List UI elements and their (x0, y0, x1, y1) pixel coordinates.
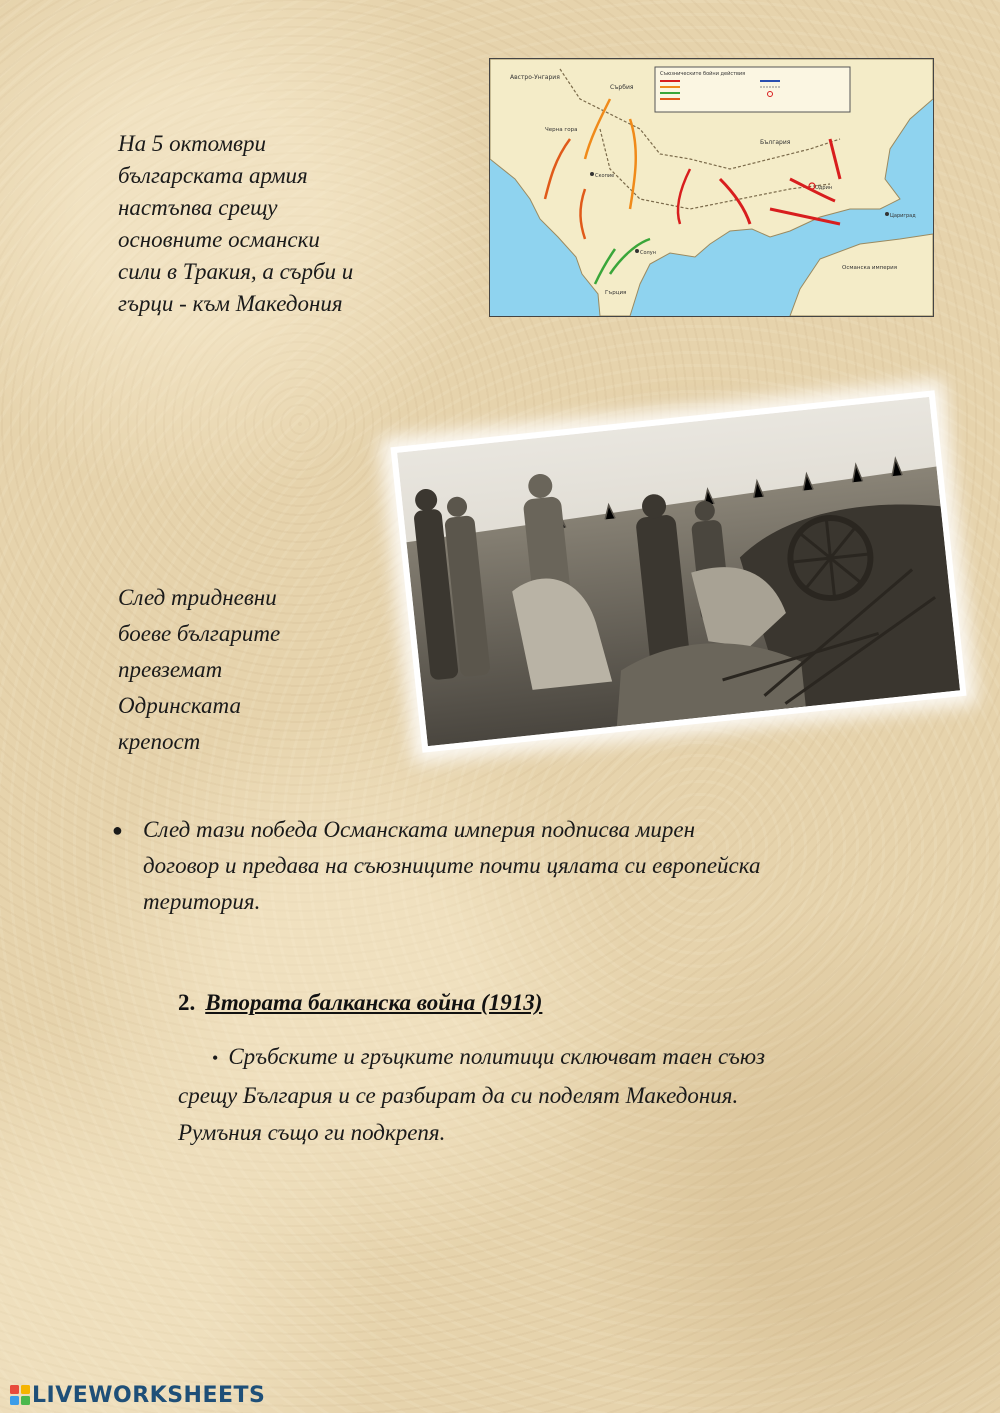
map-label-ottoman: Османска империя (842, 265, 898, 271)
liveworksheets-logo[interactable] (10, 1382, 265, 1408)
logo-grid-icon (10, 1385, 30, 1405)
photo-svg (397, 397, 960, 746)
battle-photo (390, 390, 966, 752)
map-label-solun: Солун (640, 250, 656, 256)
map-label-serbia: Сърбия (610, 84, 634, 91)
map-svg (490, 59, 933, 316)
map-label-bulgaria: България (760, 139, 791, 146)
photo-caption-line: боеве българите (118, 621, 281, 646)
map-caption-line: гърци - към Македония (118, 291, 343, 316)
city-marker (635, 249, 639, 253)
map-caption-line: сили в Тракия, а сърби и (118, 259, 354, 284)
bullet-text (143, 812, 892, 920)
section-title: Втората балканска война (1913) (205, 990, 543, 1015)
map-label-skopie: Скопие (595, 173, 615, 179)
section-line: Румъния също ги подкрепя. (178, 1120, 446, 1145)
photo-caption-line: крепост (118, 729, 201, 754)
bullet-paragraph (112, 812, 892, 920)
photo-caption-line: След тридневни (118, 585, 277, 610)
map-label-greece: Гърция (605, 290, 627, 296)
bullet-icon: • (212, 1048, 219, 1068)
balkan-war-map (489, 58, 934, 317)
map-label-tsarigrad: Цариград (890, 213, 916, 219)
bullet-line: територия. (143, 889, 261, 914)
section-heading (178, 988, 542, 1018)
section-line: Сръбските и гръцките политици сключват таен съюз (228, 1044, 766, 1069)
section-paragraph (178, 1038, 878, 1151)
photo-caption (118, 580, 338, 760)
map-label-odrin: Одрин (815, 185, 833, 191)
map-label-austria: Австро-Унгария (510, 74, 560, 81)
map-caption (118, 128, 418, 320)
photo-caption-line: превземат (118, 657, 223, 682)
map-caption-line: българската армия (118, 163, 308, 188)
map-caption-line: основните османски (118, 227, 320, 252)
city-marker (590, 172, 594, 176)
section-line: срещу България и се разбират да си поделят Македония. (178, 1083, 739, 1108)
bullet-icon: ● (112, 820, 123, 840)
map-legend-title: Съюзническите бойни действия (660, 71, 746, 77)
photo-caption-line: Одринската (118, 693, 241, 718)
bullet-line: договор и предава на съюзниците почти цялата си европейска (143, 853, 761, 878)
map-caption-line: На 5 октомври (118, 131, 266, 156)
section-line-first (178, 1038, 878, 1077)
section-number: 2. (178, 990, 196, 1015)
bullet-line: След тази победа Османската империя подписва мирен (143, 817, 696, 842)
map-caption-line: настъпва срещу (118, 195, 278, 220)
city-marker (885, 212, 889, 216)
map-label-montenegro: Черна гора (545, 127, 578, 133)
logo-text: LIVEWORKSHEETS (32, 1382, 266, 1408)
